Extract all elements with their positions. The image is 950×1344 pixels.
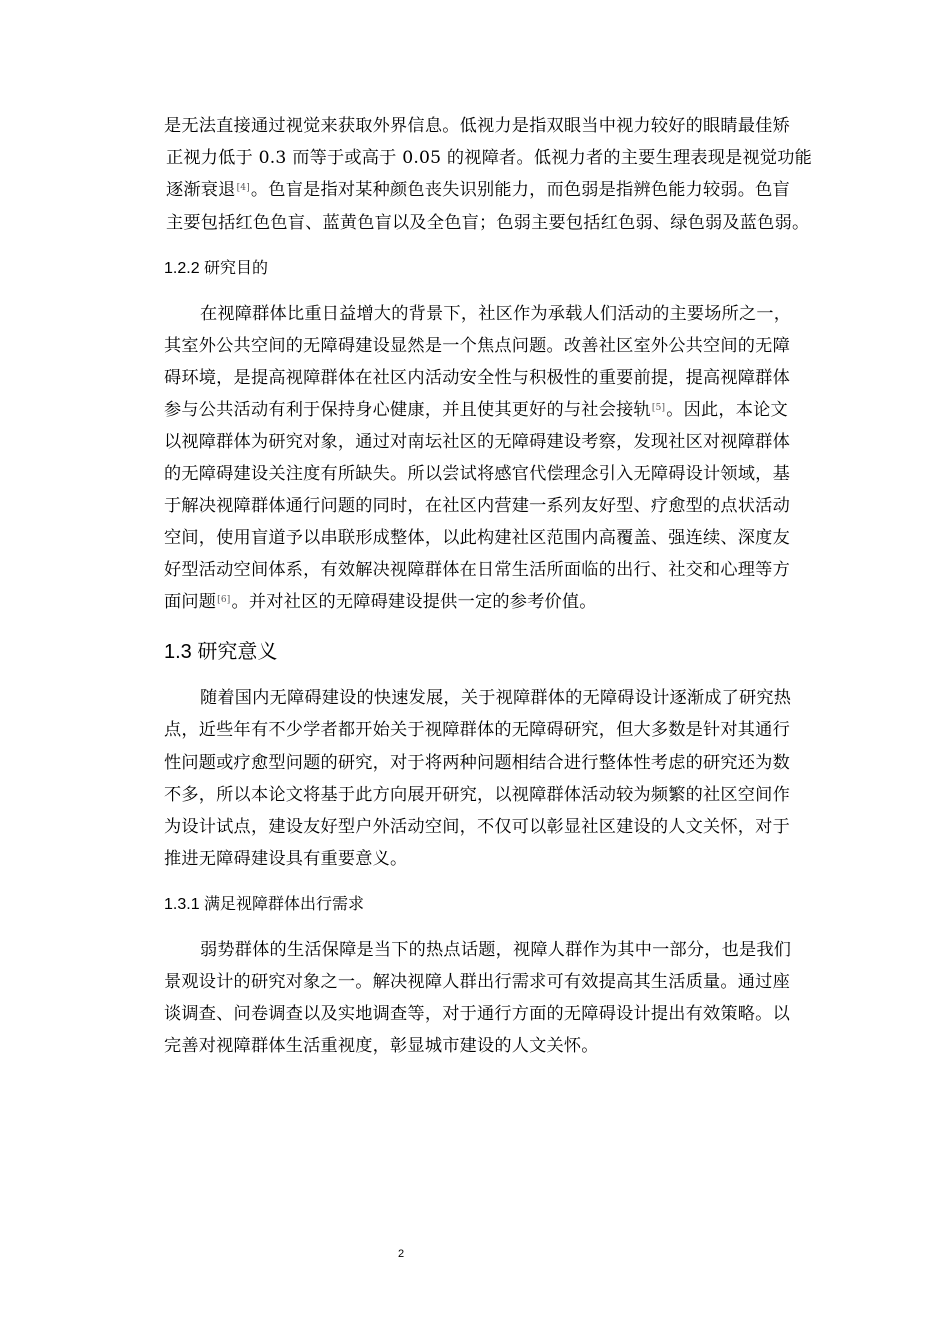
paragraph-line: 弱势群体的生活保障是当下的热点话题，视障人群作为其中一部分，也是我们 [200,940,792,960]
text-span: 逐渐衰退 [166,180,236,200]
paragraph-line: 景观设计的研究对象之一。解决视障人群出行需求可有效提高其生活质量。通过座 [164,972,790,992]
paragraph-line [166,178,790,202]
paragraph-line: 是无法直接通过视觉来获取外界信息。低视力是指双眼当中视力较好的眼睛最佳矫 [164,116,790,136]
text-span: 。因此，本论文 [666,400,788,420]
paragraph-line: 不多，所以本论文将基于此方向展开研究，以视障群体活动较为频繁的社区空间作 [164,785,790,805]
citation-ref: [6] [217,595,231,605]
paragraph-line [164,398,788,422]
paragraph-line [164,590,597,614]
paragraph-line: 主要包括红色色盲、蓝黄色盲以及全色盲；色弱主要包括红色弱、绿色弱及蓝色弱。 [166,213,810,233]
paragraph-line: 在视障群体比重日益增大的背景下，社区作为承载人们活动的主要场所之一， [200,304,792,324]
text-span: 。色盲是指对某种颜色丧失识别能力，而色弱是指辨色能力较弱。色盲 [250,180,790,200]
paragraph-line: 谈调查、问卷调查以及实地调查等，对于通行方面的无障碍设计提出有效策略。以 [164,1004,790,1024]
citation-ref: [4] [236,183,250,193]
paragraph-line: 好型活动空间体系，有效解决视障群体在日常生活所面临的出行、社交和心理等方 [164,560,790,580]
paragraph-line: 以视障群体为研究对象，通过对南坛社区的无障碍建设考察，发现社区对视障群体 [164,432,790,452]
section-heading-1-3-1: 1.3.1 满足视障群体出行需求 [164,896,365,913]
section-heading-1-3: 1.3 研究意义 [164,641,278,663]
paragraph-line: 性问题或疗愈型问题的研究，对于将两种问题相结合进行整体性考虑的研究还为数 [164,753,790,773]
paragraph-line: 为设计试点，建设友好型户外活动空间，不仅可以彰显社区建设的人文关怀，对于 [164,817,790,837]
paragraph-line: 空间，使用盲道予以串联形成整体，以此构建社区范围内高覆盖、强连续、深度友 [164,528,790,548]
paragraph-line: 其室外公共空间的无障碍建设显然是一个焦点问题。改善社区室外公共空间的无障 [164,336,790,356]
text-span: 。并对社区的无障碍建设提供一定的参考价值。 [231,592,597,612]
section-heading-1-2-2: 1.2.2 研究目的 [164,260,269,277]
paragraph-line: 点，近些年有不少学者都开始关于视障群体的无障碍研究，但大多数是针对其通行 [164,720,790,740]
paragraph-line: 随着国内无障碍建设的快速发展，关于视障群体的无障碍设计逐渐成了研究热 [200,688,792,708]
paragraph-line: 于解决视障群体通行问题的同时，在社区内营建一系列友好型、疗愈型的点状活动 [164,496,790,516]
paragraph-line: 碍环境，是提高视障群体在社区内活动安全性与积极性的重要前提，提高视障群体 [164,368,790,388]
paragraph-line: 的无障碍建设关注度有所缺失。所以尝试将感官代偿理念引入无障碍设计领域，基 [164,464,790,484]
paragraph-line: 完善对视障群体生活重视度，彰显城市建设的人文关怀。 [164,1036,599,1056]
text-span: 参与公共活动有利于保持身心健康，并且使其更好的与社会接轨 [164,400,651,420]
paragraph-line: 推进无障碍建设具有重要意义。 [164,849,408,869]
citation-ref: [5] [651,403,666,413]
paragraph-line: 正视力低于 0.3 而等于或高于 0.05 的视障者。低视力者的主要生理表现是视觉功能 [166,148,813,168]
text-span: 面问题 [164,592,217,612]
page-number: 2 [398,1248,405,1260]
